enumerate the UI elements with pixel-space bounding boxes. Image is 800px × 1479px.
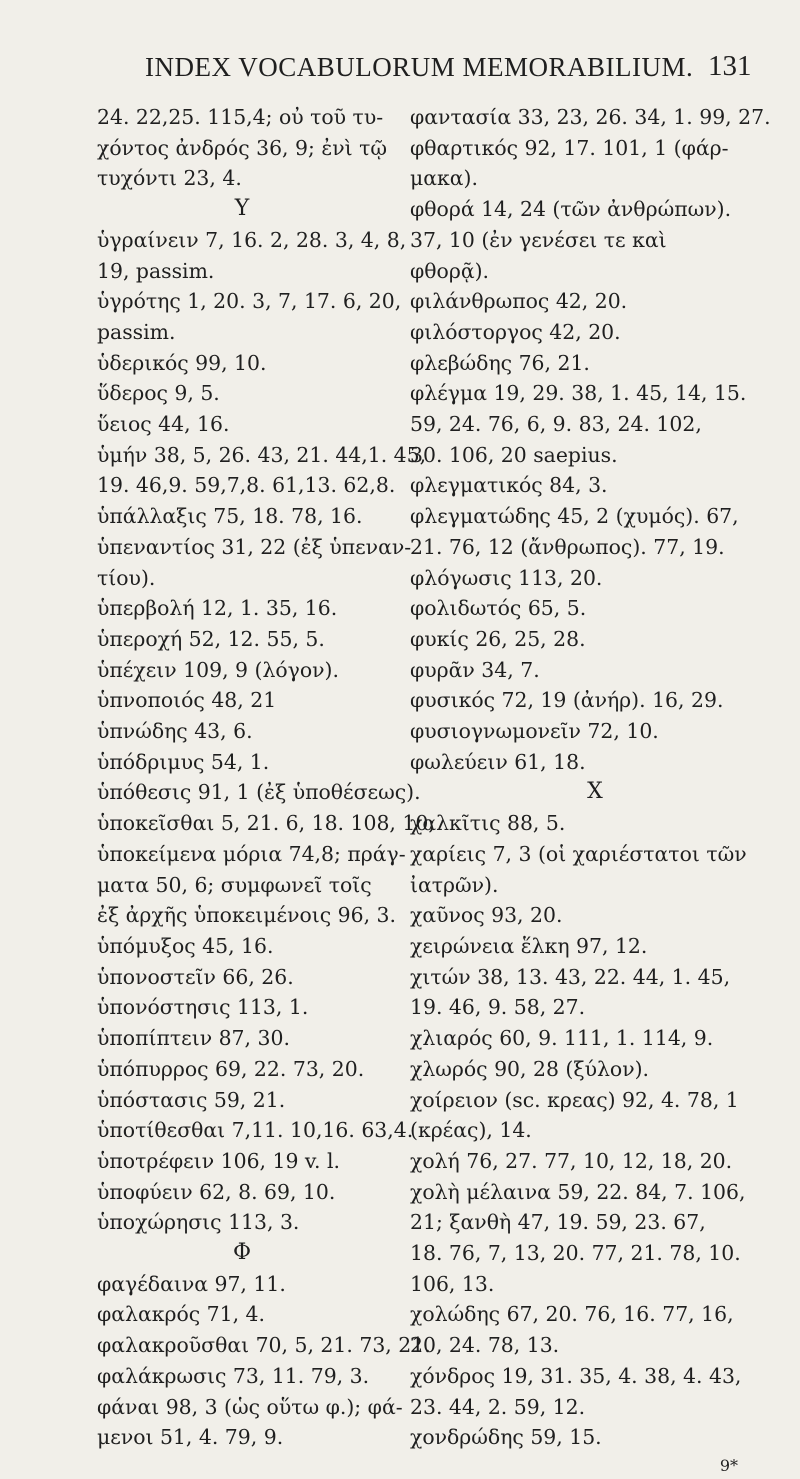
index-line: ὑπέχειν 109, 9 (λόγον).: [97, 657, 339, 682]
index-line: φθορᾷ).: [410, 258, 490, 283]
index-line: φλέγμα 19, 29. 38, 1. 45, 14, 15.: [410, 381, 747, 406]
index-line: ὑπόμυξος 45, 16.: [97, 933, 274, 958]
index-line: 24. 22,25. 115,4; οὐ τοῦ τυ-: [97, 105, 384, 129]
section-letter: Χ: [587, 779, 603, 805]
index-line: 59, 24. 76, 6, 9. 83, 24. 102,: [410, 412, 702, 437]
index-line: ὑπνοποιός 48, 21: [97, 688, 277, 713]
index-line: φλεγματώδης 45, 2 (χυμός). 67,: [410, 504, 739, 529]
right-column: [410, 102, 780, 1479]
index-line: passim.: [97, 319, 176, 344]
index-line: φαλακρός 71, 4.: [97, 1302, 266, 1327]
running-header: INDEX VOCABULORUM MEMORABILIUM.: [145, 52, 694, 82]
index-line: τυχόντι 23, 4.: [97, 166, 242, 191]
section-letter: Φ: [232, 1240, 252, 1266]
index-line: ματα 50, 6; συμφωνεῖ τοῖς: [97, 872, 372, 897]
index-line: ὑγρότης 1, 20. 3, 7, 17. 6, 20,: [97, 289, 402, 314]
index-line: μενοι 51, 4. 79, 9.: [97, 1425, 284, 1450]
index-line: ὑποκεῖσθαι 5, 21. 6, 18. 108, 10;: [97, 811, 436, 836]
index-line: ὑποχώρησις 113, 3.: [97, 1210, 300, 1235]
index-line: ὑπόθεσις 91, 1 (ἐξ ὑποθέσεως).: [97, 780, 421, 805]
index-line: χλιαρός 60, 9. 111, 1. 114, 9.: [410, 1026, 714, 1051]
index-line: χαρίεις 7, 3 (οἱ χαριέστατοι τῶν: [410, 841, 747, 866]
index-line: χαῦνος 93, 20.: [410, 903, 563, 928]
index-line: 19. 46,9. 59,7,8. 61,13. 62,8.: [97, 473, 396, 498]
index-line: ὑδερικός 99, 10.: [97, 350, 267, 375]
index-line: φαγέδαινα 97, 11.: [97, 1271, 286, 1296]
index-line: χολὴ μέλαινα 59, 22. 84, 7. 106,: [410, 1179, 746, 1204]
index-line: ὕδερος 9, 5.: [97, 381, 220, 406]
index-line: ὕειος 44, 16.: [97, 412, 230, 437]
index-line: ὑπονόστησις 113, 1.: [97, 995, 309, 1020]
index-line: ὑποπίπτειν 87, 30.: [97, 1026, 290, 1051]
index-line: φθορά 14, 24 (τῶν ἀνθρώπων).: [410, 197, 732, 222]
index-line: 19, passim.: [97, 258, 215, 283]
index-line: ὑπάλλαξις 75, 18. 78, 16.: [97, 504, 363, 529]
index-line: φυσικός 72, 19 (ἀνήρ). 16, 29.: [410, 688, 724, 713]
index-line: ὑπονοστεῖν 66, 26.: [97, 964, 294, 989]
index-line: φωλεύειν 61, 18.: [410, 749, 586, 774]
index-line: χιτών 38, 13. 43, 22. 44, 1. 45,: [410, 964, 731, 989]
index-line: ὑποφύειν 62, 8. 69, 10.: [97, 1179, 336, 1204]
index-line: 20, 24. 78, 13.: [410, 1333, 560, 1358]
index-line: φυσιογνωμονεῖν 72, 10.: [410, 719, 659, 744]
index-line: ὑποτίθεσθαι 7,11. 10,16. 63,4.: [97, 1118, 414, 1143]
index-line: χόντος ἀνδρός 36, 9; ἐνὶ τῷ: [97, 135, 388, 160]
index-line: φιλόστοργος 42, 20.: [410, 319, 621, 344]
index-line: ὑπόστασις 59, 21.: [97, 1087, 286, 1112]
index-line: χοίρειον (sc. κρεας) 92, 4. 78, 1: [410, 1087, 739, 1112]
index-line: φλεγματικός 84, 3.: [410, 473, 608, 498]
index-line: φολιδωτός 65, 5.: [410, 596, 587, 621]
index-line: ἐξ ἀρχῆς ὑποκειμένοις 96, 3.: [97, 903, 397, 928]
index-line: φιλάνθρωπος 42, 20.: [410, 289, 628, 314]
index-line: φαλακροῦσθαι 70, 5, 21. 73, 21.: [97, 1333, 431, 1358]
index-line: τίου).: [97, 565, 156, 590]
index-line: 21. 76, 12 (ἄνθρωπος). 77, 19.: [410, 534, 725, 559]
index-line: ὑπόπυρρος 69, 22. 73, 20.: [97, 1056, 365, 1081]
index-line: ὑπεροχή 52, 12. 55, 5.: [97, 626, 325, 651]
index-line: ὑπερβολή 12, 1. 35, 16.: [97, 596, 338, 621]
index-line: ὑπεναντίος 31, 22 (ἐξ ὑπεναν-: [97, 534, 412, 559]
index-line: ὑγραίνειν 7, 16. 2, 28. 3, 4, 8,: [97, 227, 407, 252]
index-line: φάναι 98, 3 (ὡς οὕτω φ.); φά-: [97, 1394, 403, 1419]
index-line: χολή 76, 27. 77, 10, 12, 18, 20.: [410, 1148, 733, 1173]
index-line: (κρέας), 14.: [410, 1118, 532, 1143]
index-line: φαλάκρωσις 73, 11. 79, 3.: [97, 1363, 370, 1388]
left-column: [97, 102, 436, 1453]
index-line: χόνδρος 19, 31. 35, 4. 38, 4. 43,: [410, 1363, 742, 1388]
index-line: ἰατρῶν).: [410, 872, 499, 897]
index-line: φθαρτικός 92, 17. 101, 1 (φάρ-: [410, 135, 729, 160]
index-line: φλόγωσις 113, 20.: [410, 565, 603, 590]
index-line: φυκίς 26, 25, 28.: [410, 626, 586, 651]
page-number: 131: [708, 50, 752, 82]
index-line: χονδρώδης 59, 15.: [410, 1425, 602, 1450]
index-line: ὑμήν 38, 5, 26. 43, 21. 44,1. 45,: [97, 442, 427, 467]
index-line: χλωρός 90, 28 (ξύλον).: [410, 1056, 650, 1081]
index-line: 21; ξανθὴ 47, 19. 59, 23. 67,: [410, 1210, 706, 1235]
index-line: ὑπόδριμυς 54, 1.: [97, 749, 270, 774]
signature-mark: 9*: [719, 1455, 738, 1475]
index-line: 19. 46, 9. 58, 27.: [410, 995, 586, 1020]
section-letter: Υ: [234, 196, 250, 222]
index-line: 23. 44, 2. 59, 12.: [410, 1394, 586, 1419]
index-line: χολώδης 67, 20. 76, 16. 77, 16,: [410, 1302, 734, 1327]
index-line: φυρᾶν 34, 7.: [410, 657, 540, 682]
index-line: 18. 76, 7, 13, 20. 77, 21. 78, 10.: [410, 1241, 741, 1266]
index-line: 106, 13.: [410, 1271, 495, 1296]
index-line: 37, 10 (ἐν γενέσει τε καὶ: [410, 227, 667, 252]
index-line: ὑποτρέφειν 106, 19 v. l.: [97, 1148, 340, 1173]
index-line: μακα).: [410, 166, 478, 191]
index-line: ὑποκείμενα μόρια 74,8; πράγ-: [97, 841, 406, 866]
index-line: φλεβώδης 76, 21.: [410, 350, 590, 375]
index-line: χειρώνεια ἕλκη 97, 12.: [410, 933, 648, 958]
index-line: φαντασία 33, 23, 26. 34, 1. 99, 27.: [410, 105, 771, 129]
index-line: 30. 106, 20 saepius.: [410, 442, 618, 467]
index-line: χαλκῖτις 88, 5.: [410, 811, 566, 836]
index-line: ὑπνώδης 43, 6.: [97, 719, 253, 744]
